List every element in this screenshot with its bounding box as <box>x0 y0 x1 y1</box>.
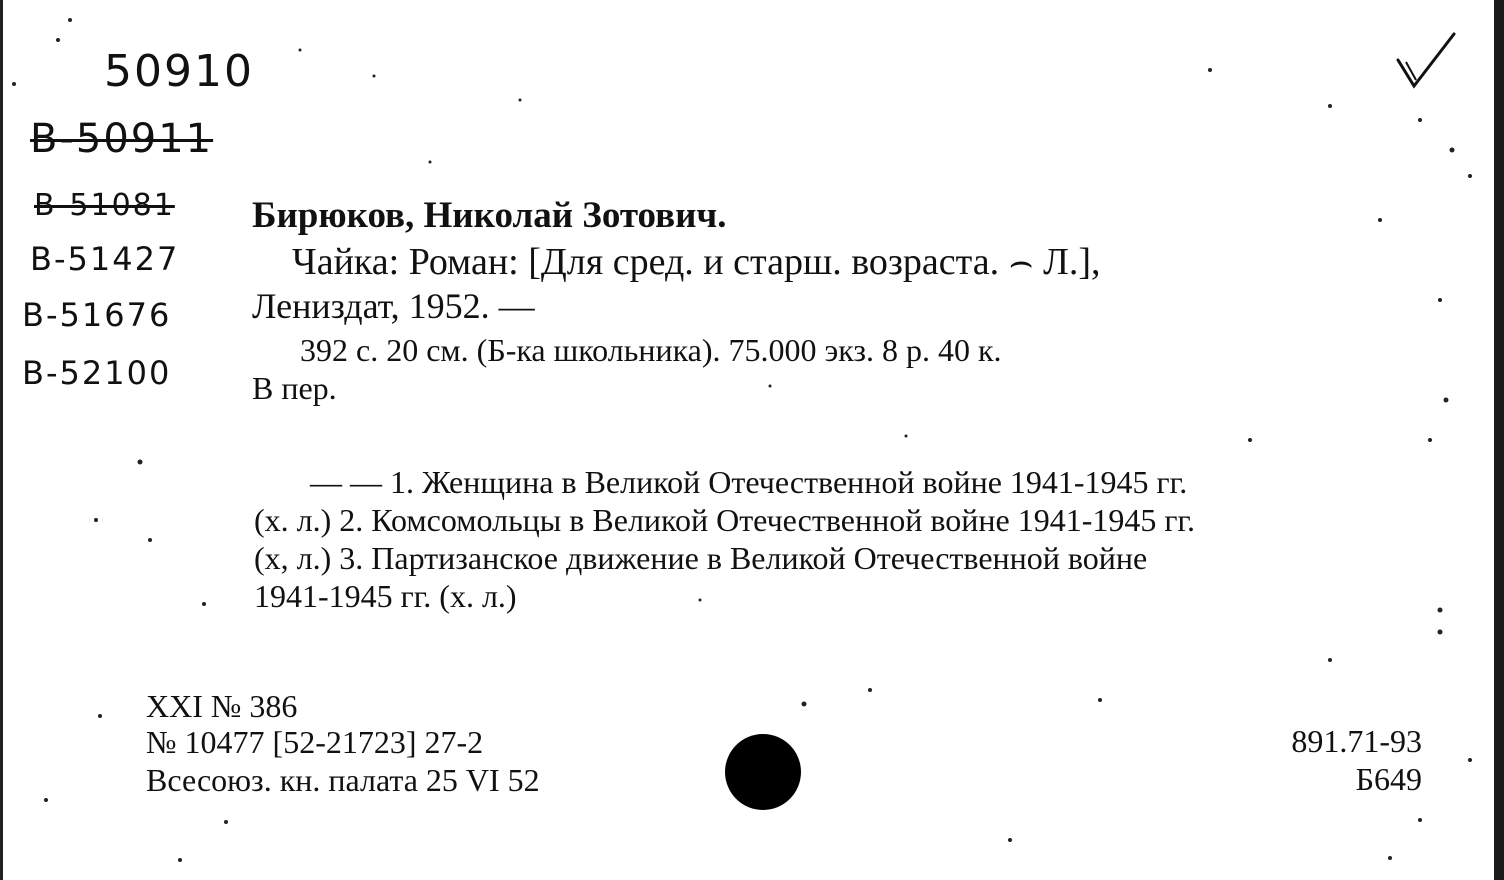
classification-code: 891.71-93 <box>1291 723 1422 759</box>
card-right-edge <box>1494 0 1504 880</box>
handwritten-number-3: В-51081 <box>34 188 175 223</box>
check-mark-icon <box>1392 28 1460 92</box>
footer-series: XXI № 386 <box>146 688 298 724</box>
handwritten-number-1: 50910 <box>104 46 254 97</box>
punch-hole <box>725 734 801 810</box>
subject-line-3: (х, л.) 3. Партизанское движение в Великой Отечественной войне <box>254 540 1148 576</box>
footer-number: № 10477 [52-21723] 27-2 <box>146 724 484 760</box>
subject-line-2: (х. л.) 2. Комсомольцы в Великой Отечественной войне 1941-1945 гг. <box>254 502 1195 538</box>
subject-line-4: 1941-1945 гг. (х. л.) <box>254 578 517 614</box>
handwritten-number-2: В-50911 <box>30 116 214 162</box>
author-mark: Б649 <box>1355 761 1422 797</box>
handwritten-number-4: В-51427 <box>30 240 180 278</box>
footer-chamber: Всесоюз. кн. палата 25 VI 52 <box>146 762 540 798</box>
handwritten-number-5: В-51676 <box>22 296 172 334</box>
entry-publisher: Лениздат, 1952. — <box>252 286 535 326</box>
entry-title: Чайка: Роман: [Для сред. и старш. возраста. ⌢ Л.], <box>292 241 1101 283</box>
handwritten-number-6: В-52100 <box>22 354 172 392</box>
subject-line-1: — — 1. Женщина в Великой Отечественной войне 1941-1945 гг. <box>310 464 1188 500</box>
entry-physical-description: 392 с. 20 см. (Б-ка школьника). 75.000 экз. 8 р. 40 к. <box>300 332 1002 368</box>
card-left-edge <box>0 0 3 880</box>
entry-author: Бирюков, Николай Зотович. <box>252 195 727 236</box>
entry-binding: В пер. <box>252 370 337 406</box>
